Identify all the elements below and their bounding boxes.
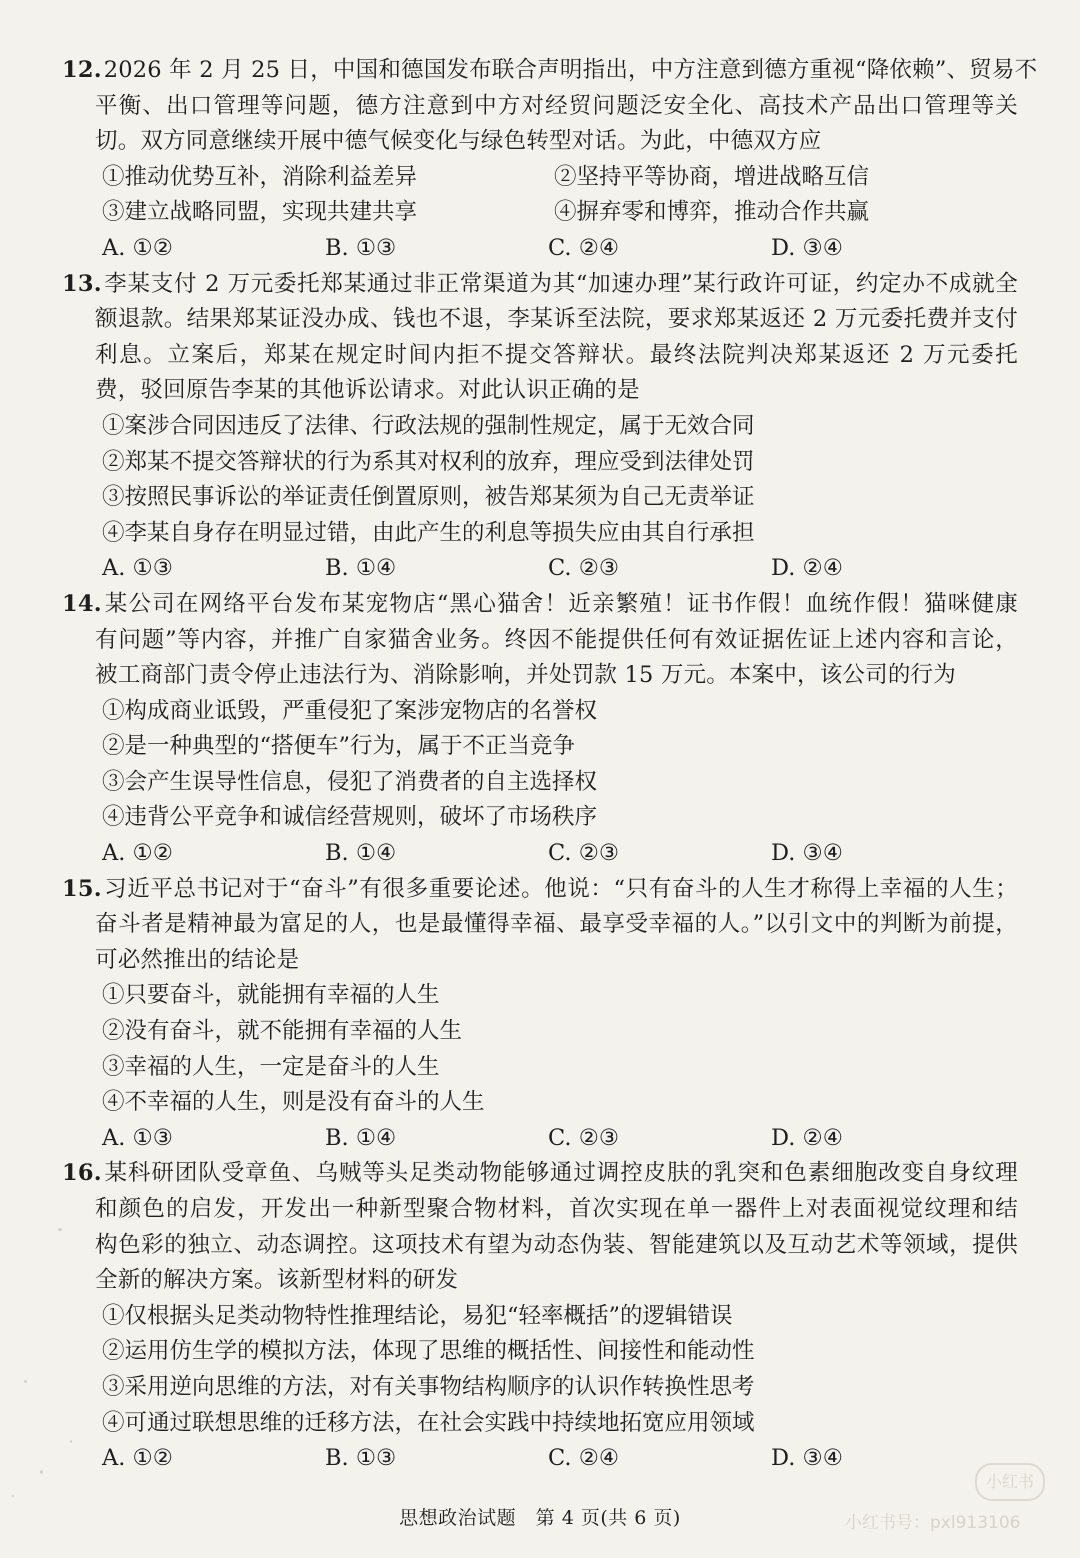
answer-choices [62,836,1018,872]
choice-a: A. ①② [102,1445,173,1472]
choice-b: B. ①④ [325,555,397,582]
scan-speck [70,1440,72,1443]
option-4: ④李某自身存在明显过错，由此产生的利息等损失应由其自行承担 [102,519,755,546]
question-number: 13. [62,270,102,297]
question-number: 14. [62,590,102,617]
question-stem-line: 奋斗者是精神最为富足的人，也是最懂得幸福、最享受幸福的人。”以引文中的判断为前提， [95,911,1018,938]
option-4: ④可通过联想思维的迁移方法，在社会实践中持续地拓宽应用领域 [102,1409,755,1436]
question-stem-line: 平衡、出口管理等问题，德方注意到中方对经贸问题泛安全化、高技术产品出口管理等关 [95,92,1018,119]
option-3: ③幸福的人生，一定是奋斗的人生 [102,1053,440,1080]
choice-b: B. ①④ [325,840,397,867]
choice-c: C. ②④ [548,1445,620,1472]
option-row [62,160,1018,196]
question-stem-line: 13.李某支付 2 万元委托郑某通过非正常渠道为其“加速办理”某行政许可证，约定办不成就全 [62,270,1018,297]
option-2: ②坚持平等协商，增进战略互信 [554,163,870,190]
choice-c: C. ②③ [548,555,620,582]
option-2: ②没有奋斗，就不能拥有幸福的人生 [102,1018,463,1045]
scan-speck [58,1228,62,1231]
answer-choices [62,1121,1018,1157]
choice-a: A. ①② [102,840,173,867]
question-stem-line: 15.习近平总书记对于“奋斗”有很多重要论述。他说：“只有奋斗的人生才称得上幸福的人生； [62,875,1018,902]
option-1: ①只要奋斗，就能拥有幸福的人生 [102,982,440,1009]
question-stem-line: 利息。立案后，郑某在规定时间内拒不提交答辩状。最终法院判决郑某返还 2 万元委托 [95,341,1018,368]
question-stem-line: 16.某科研团队受章鱼、乌贼等头足类动物能够通过调控皮肤的乳突和色素细胞改变自身纹理 [62,1160,1018,1187]
choice-a: A. ①③ [102,555,173,582]
answer-choices [62,551,1018,587]
question-stem-line: 可必然推出的结论是 [95,946,300,973]
question-stem-line: 14.某公司在网络平台发布某宠物店“黑心猫舍！近亲繁殖！证书作假！血统作假！猫咪健康 [62,590,1018,617]
scan-speck [40,1470,43,1474]
question-number: 16. [62,1160,102,1187]
question-number: 15. [62,875,102,902]
scan-speck [12,1495,14,1497]
question-14 [62,587,1018,872]
watermark-text: 小红书号：pxl913106 [845,1513,1021,1533]
question-stem-line: 被工商部门责令停止违法行为、消除影响，并处罚款 15 万元。本案中，该公司的行为 [95,662,956,689]
option-1: ①仅根据头足类动物特性推理结论，易犯“轻率概括”的逻辑错误 [102,1302,733,1329]
option-1: ①案涉合同因违反了法律、行政法规的强制性规定，属于无效合同 [102,412,755,439]
question-stem-line: 全新的解决方案。该新型材料的研发 [95,1267,459,1294]
option-3: ③采用逆向思维的方法，对有关事物结构顺序的认识作转换性思考 [102,1373,755,1400]
option-3: ③按照民事诉讼的举证责任倒置原则，被告郑某须为自己无责举证 [102,484,755,511]
option-2: ②是一种典型的“搭便车”行为，属于不正当竞争 [102,733,576,760]
option-2: ②运用仿生学的模拟方法，体现了思维的概括性、间接性和能动性 [102,1338,755,1365]
question-stem-line: 切。双方同意继续开展中德气候变化与绿色转型对话。为此，中德双方应 [95,128,822,155]
question-stem-line: 和颜色的启发，开发出一种新型聚合物材料，首次实现在单一器件上对表面视觉纹理和结 [95,1196,1018,1222]
choice-a: A. ①② [102,234,173,261]
scan-speck [24,1380,27,1383]
option-4: ④摒弃零和博弈，推动合作共赢 [554,199,870,226]
choice-d: D. ③④ [771,234,843,261]
option-4: ④不幸福的人生，则是没有奋斗的人生 [102,1089,485,1116]
question-stem-line: 12.2026 年 2 月 25 日，中国和德国发布联合声明指出，中方注意到德方重视“降依赖”、贸易不 [62,57,1038,83]
page-footer: 思想政治试题 第 4 页(共 6 页) [399,1507,681,1529]
answer-choices [62,231,1018,267]
question-12 [62,53,1038,267]
choice-c: C. ②③ [548,1124,620,1151]
option-2: ②郑某不提交答辩状的行为系其对权利的放弃，理应受到法律处罚 [102,448,755,475]
choice-b: B. ①③ [325,234,397,261]
option-3: ③建立战略同盟，实现共建共享 [102,199,418,226]
choice-d: D. ③④ [771,840,843,867]
question-stem-line: 有问题”等内容，并推广自家猫舍业务。终因不能提供任何有效证据佐证上述内容和言论， [95,626,1018,653]
choice-b: B. ①③ [325,1445,397,1472]
option-1: ①构成商业诋毁，严重侵犯了案涉宠物店的名誉权 [102,697,598,724]
option-4: ④违背公平竞争和诚信经营规则，破坏了市场秩序 [102,804,598,831]
answer-choices [62,1441,1018,1477]
question-stem-line: 额退款。结果郑某证没办成、钱也不退，李某诉至法院，要求郑某返还 2 万元委托费并支付 [95,306,1018,333]
question-stem-line: 构色彩的独立、动态调控。这项技术有望为动态伪装、智能建筑以及互动艺术等领域，提供 [95,1231,1018,1258]
option-3: ③会产生误导性信息，侵犯了消费者的自主选择权 [102,768,598,795]
choice-d: D. ②④ [771,555,843,582]
option-row [62,195,1018,231]
question-13 [62,267,1018,587]
choice-b: B. ①④ [325,1124,397,1151]
choice-d: D. ③④ [771,1445,843,1472]
choice-c: C. ②③ [548,840,620,867]
question-stem-line: 费，驳回原告李某的其他诉讼请求。对此认识正确的是 [95,377,640,404]
question-15 [62,872,1018,1157]
choice-d: D. ②④ [771,1124,843,1151]
choice-a: A. ①③ [102,1124,173,1151]
question-number: 12. [62,57,102,83]
question-16 [62,1156,1018,1476]
option-1: ①推动优势互补，消除利益差异 [102,163,418,190]
watermark-badge: 小红书 [975,1463,1045,1501]
choice-c: C. ②④ [548,234,620,261]
